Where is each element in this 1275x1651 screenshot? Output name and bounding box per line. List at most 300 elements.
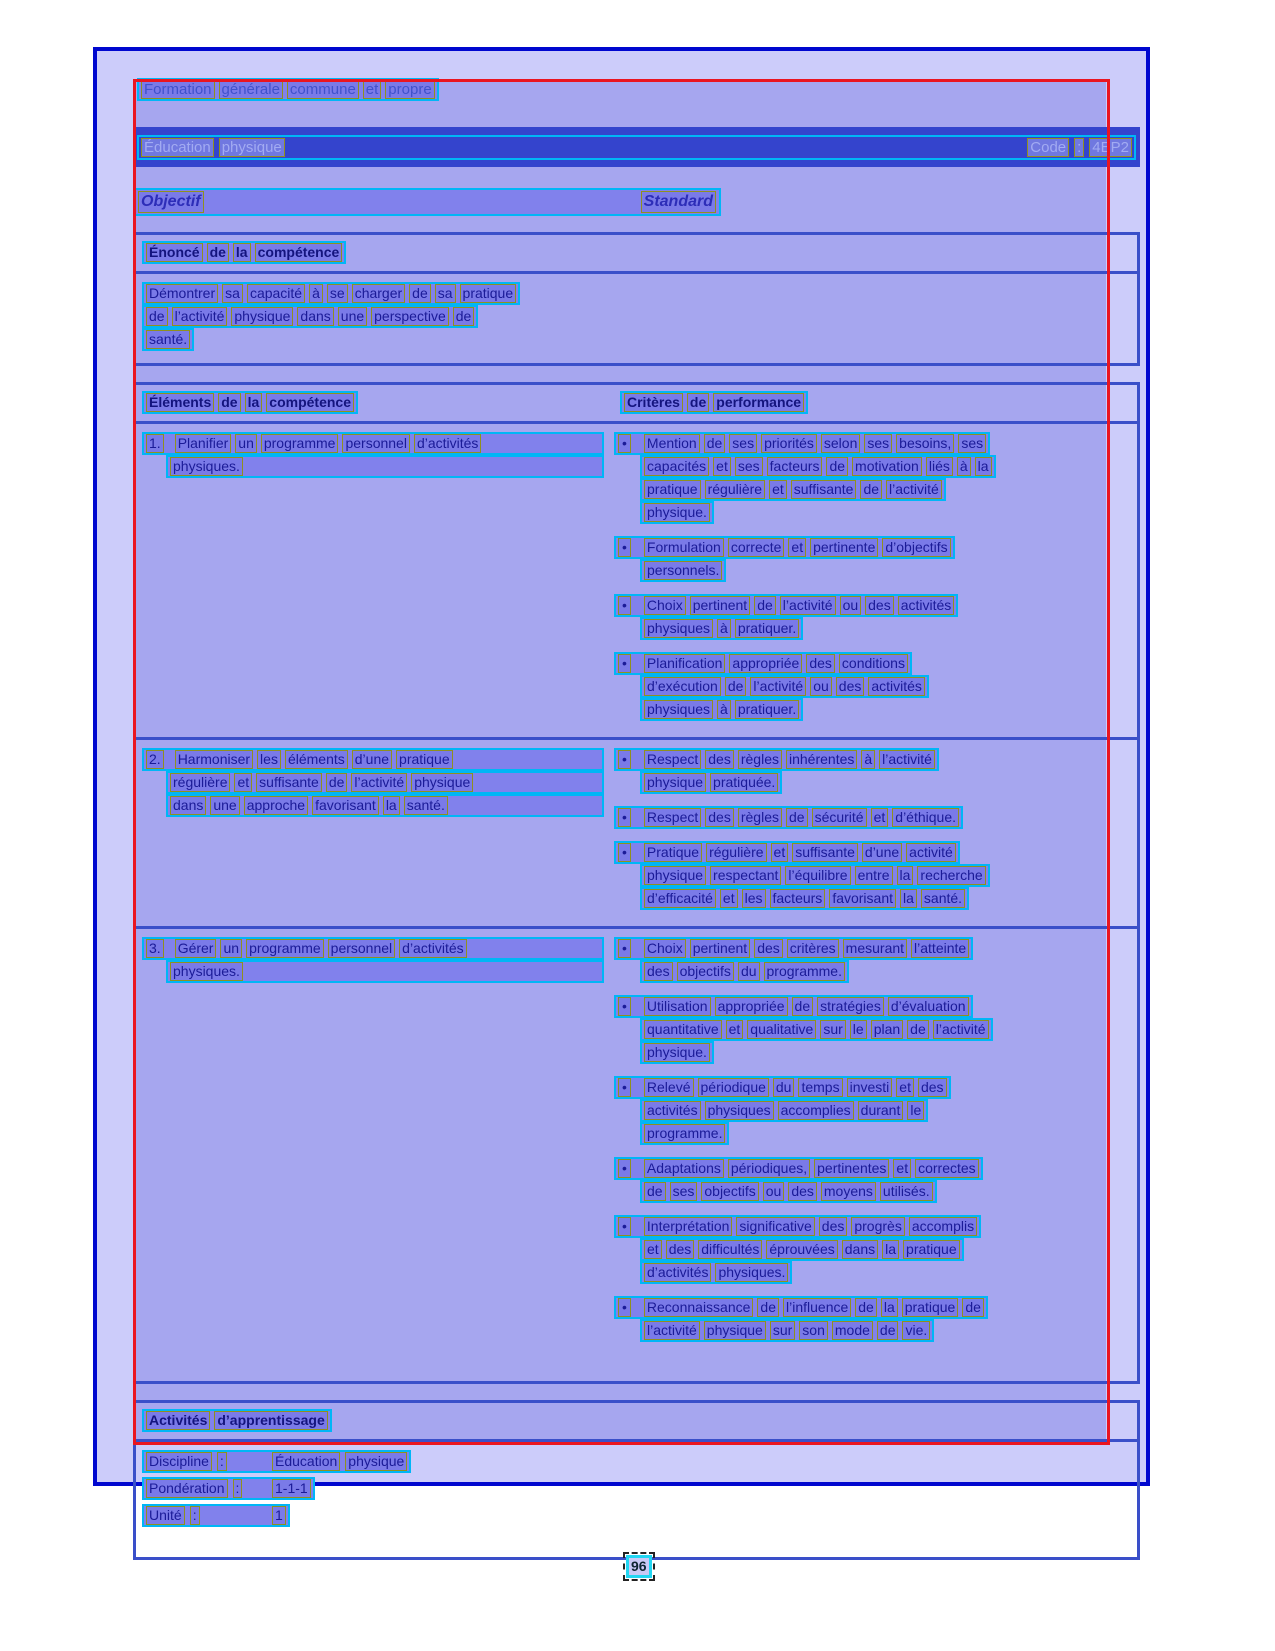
ocr-word: physiques xyxy=(644,700,713,719)
criterion xyxy=(614,652,1133,721)
activities-body xyxy=(136,1442,1137,1557)
ocr-word: le xyxy=(850,1020,867,1039)
ocr-word: physique xyxy=(644,773,706,792)
ocr-word: physiques xyxy=(705,1101,774,1120)
ocr-word: d’exécution xyxy=(644,677,721,696)
ocr-word: sa xyxy=(435,284,456,303)
ocr-word: activités xyxy=(898,596,955,615)
ocr-word: des xyxy=(644,962,673,981)
ocr-word: éléments xyxy=(285,750,348,769)
ocr-word: Objectif xyxy=(138,191,204,213)
ocr-word: des xyxy=(666,1240,695,1259)
ocr-line xyxy=(614,995,973,1018)
ocr-line xyxy=(640,455,996,478)
ocr-line xyxy=(614,1157,983,1180)
ocr-word: Utilisation xyxy=(644,997,711,1016)
document-title xyxy=(137,78,439,101)
ocr-word: Relevé xyxy=(644,1078,694,1097)
ocr-word: entre xyxy=(855,866,893,885)
ocr-word: d’activités xyxy=(644,1263,711,1282)
ocr-word: et xyxy=(234,773,252,792)
ocr-word: utilisés. xyxy=(880,1182,933,1201)
ocr-word: programme. xyxy=(644,1124,725,1143)
ocr-word: priorités xyxy=(761,434,817,453)
ocr-word: critères xyxy=(787,939,839,958)
enonce-header xyxy=(142,241,346,264)
ocr-word: de xyxy=(877,1321,899,1340)
ocr-word: physique xyxy=(704,1321,766,1340)
ocr-word: physique xyxy=(345,1452,407,1471)
ocr-word: • xyxy=(618,1078,631,1097)
ocr-word: Pratique xyxy=(644,843,702,862)
ocr-word: difficultés xyxy=(698,1240,762,1259)
ocr-word: pertinentes xyxy=(814,1159,889,1178)
ocr-word: activités xyxy=(644,1101,701,1120)
ocr-word: 1 xyxy=(272,1506,286,1525)
ocr-word: Démontrer xyxy=(146,284,218,303)
criterion xyxy=(614,1076,1133,1145)
ocr-word: Reconnaissance xyxy=(644,1298,754,1317)
ocr-word: progrès xyxy=(851,1217,904,1236)
ocr-word: de xyxy=(962,1298,984,1317)
ocr-word: suffisante xyxy=(792,843,858,862)
ocr-word: à xyxy=(957,457,971,476)
ocr-line xyxy=(640,698,803,721)
ocr-word: la xyxy=(975,457,992,476)
ocr-word: pratique xyxy=(903,1240,960,1259)
enonce-box xyxy=(133,232,1140,366)
criteria-cell xyxy=(614,432,1137,733)
ocr-word: charger xyxy=(352,284,405,303)
ocr-word: la xyxy=(233,243,251,262)
ocr-word: pratique xyxy=(396,750,453,769)
ocr-word: recherche xyxy=(917,866,985,885)
competence-row-1 xyxy=(136,424,1137,737)
ocr-word: de xyxy=(704,434,726,453)
ocr-word: de xyxy=(792,997,814,1016)
ocr-word: de xyxy=(826,457,848,476)
ocr-word: un xyxy=(235,434,257,453)
ocr-word: • xyxy=(618,808,631,827)
ocr-word: d’une xyxy=(862,843,902,862)
ocr-word: d’apprentissage xyxy=(214,1411,327,1430)
criterion xyxy=(614,841,1133,910)
ocr-word: dans xyxy=(170,796,206,815)
criterion xyxy=(614,748,1133,794)
ocr-line xyxy=(640,559,726,582)
ocr-word: mode xyxy=(832,1321,873,1340)
competence-header-row xyxy=(136,385,1137,424)
ocr-word: objectifs xyxy=(677,962,734,981)
ocr-word: physique. xyxy=(644,503,710,522)
criterion xyxy=(614,806,1133,829)
ocr-word: : xyxy=(190,1506,200,1525)
ocr-word: appropriée xyxy=(715,997,788,1016)
ocr-word: physique xyxy=(231,307,293,326)
ocr-word: inhérentes xyxy=(786,750,857,769)
ocr-word: personnels. xyxy=(644,561,722,580)
competence-box xyxy=(133,382,1140,1384)
ocr-word: physique xyxy=(411,773,473,792)
ocr-word: Interprétation xyxy=(644,1217,733,1236)
ocr-word: la xyxy=(881,1298,898,1317)
ocr-word: sur xyxy=(820,1020,845,1039)
ocr-line xyxy=(640,1041,714,1064)
ocr-word: régulière xyxy=(170,773,230,792)
ocr-word: et xyxy=(771,843,789,862)
discipline-row xyxy=(142,1450,411,1473)
ocr-line xyxy=(640,501,714,524)
ocr-word: de xyxy=(725,677,747,696)
criterion xyxy=(614,1296,1133,1342)
ocr-word: de xyxy=(687,393,709,412)
ocr-word: pratiquer. xyxy=(735,700,799,719)
ocr-word: les xyxy=(257,750,281,769)
ocr-word: règles xyxy=(738,808,782,827)
ocr-word: physiques. xyxy=(170,457,243,476)
ocr-word: ses xyxy=(735,457,763,476)
ocr-word: physiques. xyxy=(715,1263,788,1282)
ocr-word: des xyxy=(819,1217,848,1236)
ocr-word: de xyxy=(207,243,229,262)
ocr-line xyxy=(614,1076,951,1099)
ocr-word: et xyxy=(896,1078,914,1097)
ocr-word: respectant xyxy=(710,866,781,885)
ocr-word: à xyxy=(861,750,875,769)
ocr-word: pratique xyxy=(902,1298,959,1317)
ocr-word: et xyxy=(363,80,382,99)
ocr-word: programme xyxy=(246,939,324,958)
ocr-word: facteurs xyxy=(767,457,823,476)
ocr-word: • xyxy=(618,654,631,673)
ocr-line xyxy=(614,748,939,771)
ocr-word: qualitative xyxy=(747,1020,816,1039)
ocr-word: accomplies xyxy=(778,1101,854,1120)
ocr-word: d’éthique. xyxy=(892,808,959,827)
ocr-word: quantitative xyxy=(644,1020,722,1039)
ocr-word: Planifier xyxy=(175,434,232,453)
ocr-word: Formation xyxy=(141,80,215,99)
ocr-word: ses xyxy=(729,434,757,453)
ocr-word: correcte xyxy=(728,538,785,557)
ocr-word: • xyxy=(618,997,631,1016)
ocr-word: propre xyxy=(385,80,434,99)
ocr-line xyxy=(614,841,960,864)
banner-subject xyxy=(141,138,285,157)
ocr-word: régulière xyxy=(705,480,765,499)
page-number: 96 xyxy=(626,1555,652,1578)
ocr-word: • xyxy=(618,939,631,958)
ocr-word: ses xyxy=(958,434,986,453)
ocr-word: de xyxy=(855,1298,877,1317)
ocr-word: l’équilibre xyxy=(785,866,850,885)
ocr-word: Unité xyxy=(146,1506,185,1525)
ocr-word: liés xyxy=(926,457,953,476)
ocr-word: et xyxy=(713,457,731,476)
elements-header xyxy=(142,391,358,414)
ocr-word: à xyxy=(717,619,731,638)
ocr-line xyxy=(640,675,929,698)
ocr-word: stratégies xyxy=(817,997,884,1016)
ocr-word: temps xyxy=(798,1078,842,1097)
ocr-word: sa xyxy=(222,284,243,303)
ocr-word: d’une xyxy=(352,750,392,769)
ocr-word: Choix xyxy=(644,596,686,615)
ocr-line xyxy=(166,794,604,817)
ocr-word: dans xyxy=(842,1240,878,1259)
ocr-line xyxy=(614,1215,981,1238)
ocr-line xyxy=(142,937,604,960)
ocr-word: santé. xyxy=(921,889,965,908)
ocr-word: et xyxy=(720,889,738,908)
criteres-header xyxy=(620,391,808,414)
ocr-word: une xyxy=(210,796,239,815)
ocr-word: motivation xyxy=(852,457,922,476)
ocr-word: d’activités xyxy=(399,939,466,958)
ocr-word: • xyxy=(618,1217,631,1236)
ocr-word: mesurant xyxy=(843,939,907,958)
ocr-word: sécurité xyxy=(812,808,867,827)
subject-banner xyxy=(133,127,1140,167)
ocr-word: capacités xyxy=(644,457,709,476)
ocr-word: compétence xyxy=(255,243,343,262)
column-heads xyxy=(133,188,721,216)
ocr-word: pratiquée. xyxy=(710,773,778,792)
ocr-word: de xyxy=(218,393,240,412)
ocr-word: les xyxy=(742,889,766,908)
element-cell xyxy=(136,432,614,733)
ocr-word: et xyxy=(788,538,806,557)
ocr-word: des xyxy=(865,596,894,615)
enonce-header-row xyxy=(136,235,1137,274)
ocr-word: périodiques, xyxy=(728,1159,810,1178)
ocr-word: 1-1-1 xyxy=(272,1479,311,1498)
ocr-word: suffisante xyxy=(791,480,857,499)
ocr-word: Pondération xyxy=(146,1479,228,1498)
ocr-line xyxy=(142,305,478,328)
criterion xyxy=(614,1215,1133,1284)
ocr-word: • xyxy=(618,538,631,557)
ocr-word: Planification xyxy=(644,654,726,673)
ocr-word: Activités xyxy=(146,1411,210,1430)
ocr-word: des xyxy=(806,654,835,673)
activities-header-row xyxy=(136,1403,1137,1442)
criteria-cell xyxy=(614,937,1137,1377)
discipline-label xyxy=(146,1452,272,1471)
element-cell xyxy=(136,748,614,922)
ocr-word: pertinent xyxy=(690,939,750,958)
ocr-word: une xyxy=(338,307,367,326)
ocr-word: de xyxy=(754,596,776,615)
ocr-word: de xyxy=(146,307,168,326)
ocr-word: ses xyxy=(670,1182,698,1201)
ocr-line xyxy=(614,1296,988,1319)
ocr-word: son xyxy=(799,1321,828,1340)
ocr-line xyxy=(640,617,803,640)
ocr-word: de xyxy=(860,480,882,499)
ocr-word: • xyxy=(618,1298,631,1317)
criterion xyxy=(614,536,1133,582)
ocr-word: se xyxy=(327,284,348,303)
ocr-line xyxy=(640,887,969,910)
activities-box xyxy=(133,1400,1140,1560)
ocr-word: d’activités xyxy=(414,434,481,453)
ocr-word: du xyxy=(738,962,760,981)
ocr-word: l’activité xyxy=(351,773,407,792)
ocr-word: performance xyxy=(713,393,804,412)
ocr-word: Harmoniser xyxy=(175,750,253,769)
ocr-word: besoins, xyxy=(896,434,954,453)
ocr-word: générale xyxy=(219,80,283,99)
ocr-word: des xyxy=(836,677,865,696)
standard-head xyxy=(641,191,716,213)
ocr-word: des xyxy=(705,750,734,769)
ocr-word: Discipline xyxy=(146,1452,212,1471)
ocr-word: personnel xyxy=(328,939,396,958)
ocr-word: de xyxy=(907,1020,929,1039)
ocr-word: et xyxy=(893,1159,911,1178)
ocr-word: l’activité xyxy=(750,677,806,696)
ocr-word: Gérer xyxy=(175,939,217,958)
ocr-line xyxy=(640,1180,937,1203)
ocr-word: Éducation xyxy=(272,1452,340,1471)
ocr-word: vie. xyxy=(902,1321,930,1340)
ocr-line xyxy=(640,1319,934,1342)
ocr-word: la xyxy=(882,1240,899,1259)
ocr-word: objectifs xyxy=(701,1182,758,1201)
ocr-word: Critères xyxy=(624,393,683,412)
ocr-word: programme. xyxy=(764,962,845,981)
ocr-line xyxy=(640,1261,792,1284)
ocr-word: Standard xyxy=(641,191,716,213)
ocr-word: Éducation xyxy=(141,138,214,157)
discipline-value xyxy=(272,1452,407,1471)
ocr-word: éprouvées xyxy=(766,1240,837,1259)
ocr-word: Choix xyxy=(644,939,686,958)
ocr-word: durant xyxy=(858,1101,904,1120)
ocr-word: règles xyxy=(738,750,782,769)
ocr-word: : xyxy=(1074,138,1084,157)
criterion xyxy=(614,594,1133,640)
activities-header xyxy=(142,1409,332,1432)
ocr-line xyxy=(640,1018,993,1041)
ocr-word: la xyxy=(245,393,263,412)
ocr-word: à xyxy=(717,700,731,719)
ocr-word: conditions xyxy=(839,654,908,673)
criterion xyxy=(614,432,1133,524)
ocr-word: régulière xyxy=(706,843,766,862)
competence-row-2 xyxy=(136,737,1137,926)
competence-row-3 xyxy=(136,926,1137,1381)
ocr-word: plan xyxy=(871,1020,903,1039)
ocr-word: le xyxy=(907,1101,924,1120)
ocr-word: 2. xyxy=(146,750,164,769)
ocr-word: significative xyxy=(736,1217,814,1236)
unite-row xyxy=(142,1504,290,1527)
ocr-line xyxy=(142,432,604,455)
ocr-line xyxy=(640,1238,964,1261)
ocr-word: des xyxy=(705,808,734,827)
ocr-word: Code xyxy=(1027,138,1069,157)
ocr-word: et xyxy=(871,808,889,827)
ocr-word: perspective xyxy=(371,307,449,326)
ocr-word: du xyxy=(773,1078,795,1097)
ocr-word: activités xyxy=(868,677,925,696)
ocr-word: 3. xyxy=(146,939,164,958)
ocr-word: dans xyxy=(297,307,333,326)
ocr-word: ses xyxy=(864,434,892,453)
ocr-word: de xyxy=(409,284,431,303)
ocr-line xyxy=(142,328,194,351)
ocr-word: l’activité xyxy=(644,1321,700,1340)
ocr-line xyxy=(166,960,604,983)
ocr-word: l’activité xyxy=(886,480,942,499)
ocr-word: commune xyxy=(287,80,359,99)
enonce-body xyxy=(136,274,1137,363)
ocr-word: physique xyxy=(644,866,706,885)
ocr-word: la xyxy=(900,889,917,908)
ocr-word: des xyxy=(754,939,783,958)
ocr-word: santé. xyxy=(146,330,190,349)
ocr-word: correctes xyxy=(915,1159,979,1178)
ocr-word: l’influence xyxy=(783,1298,851,1317)
ocr-word: personnel xyxy=(342,434,410,453)
ocr-word: l’activité xyxy=(172,307,228,326)
ocr-word: d’objectifs xyxy=(882,538,950,557)
ocr-word: l’atteinte xyxy=(911,939,969,958)
ocr-word: pratique xyxy=(460,284,517,303)
ocr-word: • xyxy=(618,843,631,862)
ocr-word: physiques xyxy=(644,619,713,638)
ocr-word: activité xyxy=(906,843,956,862)
ocr-word: de xyxy=(757,1298,779,1317)
ocr-word: pertinente xyxy=(810,538,878,557)
ocr-word: sur xyxy=(770,1321,795,1340)
ocr-word: et xyxy=(644,1240,662,1259)
ocr-line xyxy=(614,536,955,559)
ocr-word: d’évaluation xyxy=(888,997,969,1016)
ocr-word: Respect xyxy=(644,808,701,827)
ocr-word: : xyxy=(217,1452,227,1471)
ocr-word: physique. xyxy=(644,1043,710,1062)
element-cell xyxy=(136,937,614,1377)
ocr-line xyxy=(614,594,958,617)
criterion xyxy=(614,1157,1133,1203)
ocr-word: Éléments xyxy=(146,393,214,412)
ocr-word: approche xyxy=(244,796,308,815)
ocr-word: la xyxy=(383,796,400,815)
ocr-word: et xyxy=(769,480,787,499)
ocr-word: de xyxy=(453,307,475,326)
ocr-word: • xyxy=(618,434,631,453)
ocr-word: • xyxy=(618,1159,631,1178)
ocr-word: l’activité xyxy=(780,596,836,615)
ocr-word: l’activité xyxy=(933,1020,989,1039)
ocr-word: un xyxy=(220,939,242,958)
ocr-word: 1. xyxy=(146,434,164,453)
ocr-word: périodique xyxy=(698,1078,769,1097)
ocr-word: ou xyxy=(810,677,832,696)
criterion xyxy=(614,995,1133,1064)
ocr-word: suffisante xyxy=(256,773,322,792)
ocr-word: : xyxy=(233,1479,243,1498)
ocr-word: Formulation xyxy=(644,538,724,557)
banner-code xyxy=(1027,138,1132,157)
ocr-line xyxy=(640,864,990,887)
ocr-line xyxy=(142,282,520,305)
ponderation-value xyxy=(272,1479,311,1498)
ocr-word: 4EP2 xyxy=(1089,138,1132,157)
